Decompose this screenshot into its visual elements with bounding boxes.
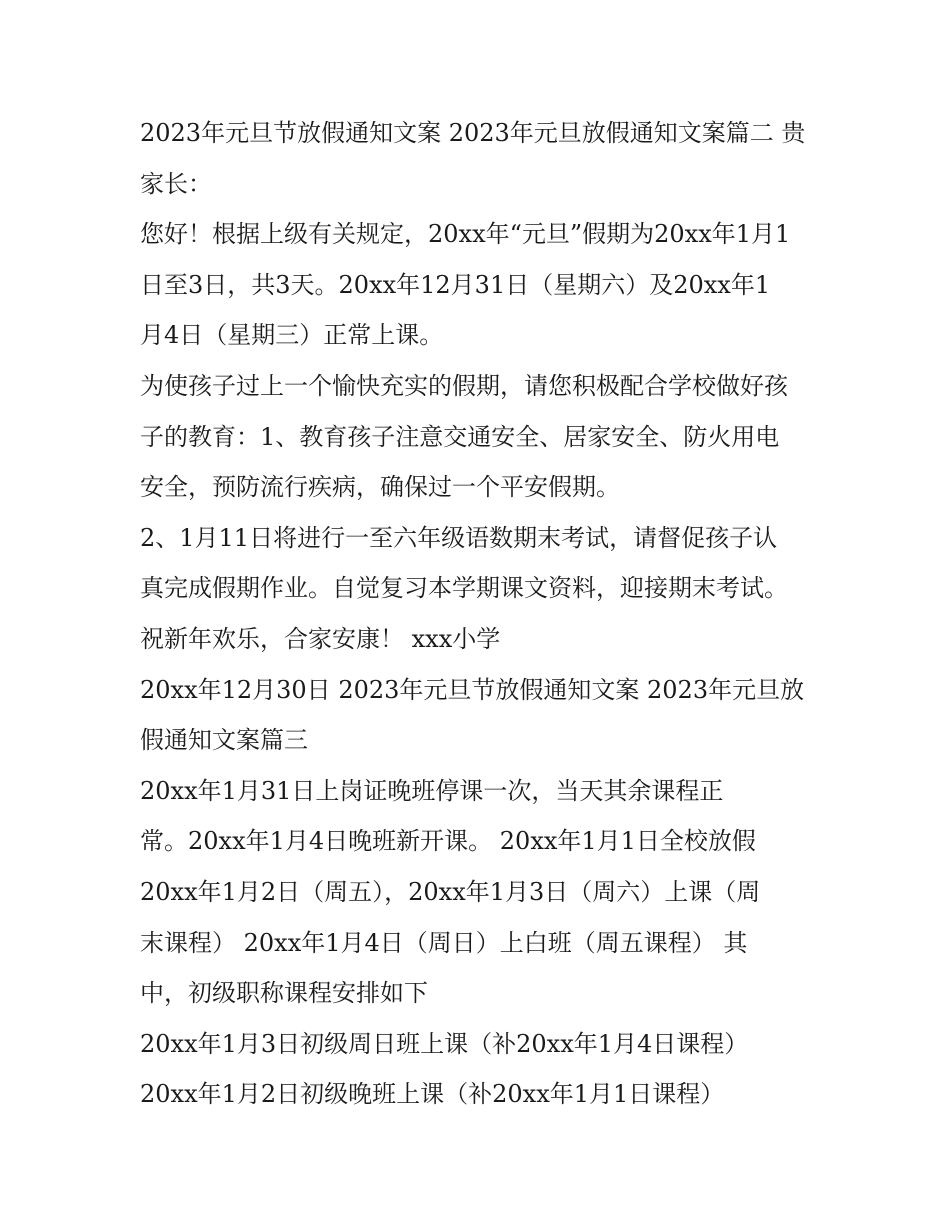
text-line: 20xx年1月2日（周五），20xx年1月3日（周六）上课（周 (140, 877, 761, 906)
document-body (140, 108, 820, 1120)
text-line: 20xx年1月3日初级周日班上课（补20xx年1月4日课程） (140, 1029, 749, 1058)
text-line: 安全，预防流行疾病，确保过一个平安假期。 (140, 473, 620, 502)
text-line: 子的教育：1、教育孩子注意交通安全、居家安全、防火用电 (140, 422, 780, 451)
text-line: 假通知文案篇三 (140, 726, 308, 755)
text-line: 末课程） 20xx年1月4日（周日）上白班（周五课程） 其 (140, 928, 748, 957)
text-line: 2023年元旦节放假通知文案 2023年元旦放假通知文案篇二 贵 (140, 119, 806, 147)
text-line: 20xx年1月2日初级晚班上课（补20xx年1月1日课程） (140, 1080, 725, 1109)
text-line: 祝新年欢乐，合家安康！ xxx小学 (140, 624, 501, 653)
text-line: 月4日（星期三）正常上课。 (140, 321, 444, 350)
text-line: 为使孩子过上一个愉快充实的假期，请您积极配合学校做好孩 (140, 371, 788, 400)
text-line: 日至3日，共3天。20xx年12月31日（星期六）及20xx年1 (140, 270, 771, 299)
text-line: 2、1月11日将进行一至六年级语数期末考试，请督促孩子认 (140, 523, 778, 552)
text-line: 20xx年12月30日 2023年元旦节放假通知文案 2023年元旦放 (140, 675, 805, 704)
text-line: 20xx年1月31日上岗证晚班停课一次，当天其余课程正 (140, 776, 724, 805)
text-line: 真完成假期作业。自觉复习本学期课文资料，迎接期末考试。 (140, 574, 788, 603)
text-line: 您好！根据上级有关规定，20xx年“元旦”假期为20xx年1月1 (140, 220, 791, 249)
text-line: 家长： (140, 169, 212, 198)
text-line: 常。20xx年1月4日晚班新开课。 20xx年1月1日全校放假 (140, 827, 756, 856)
text-line: 中，初级职称课程安排如下 (140, 979, 428, 1008)
